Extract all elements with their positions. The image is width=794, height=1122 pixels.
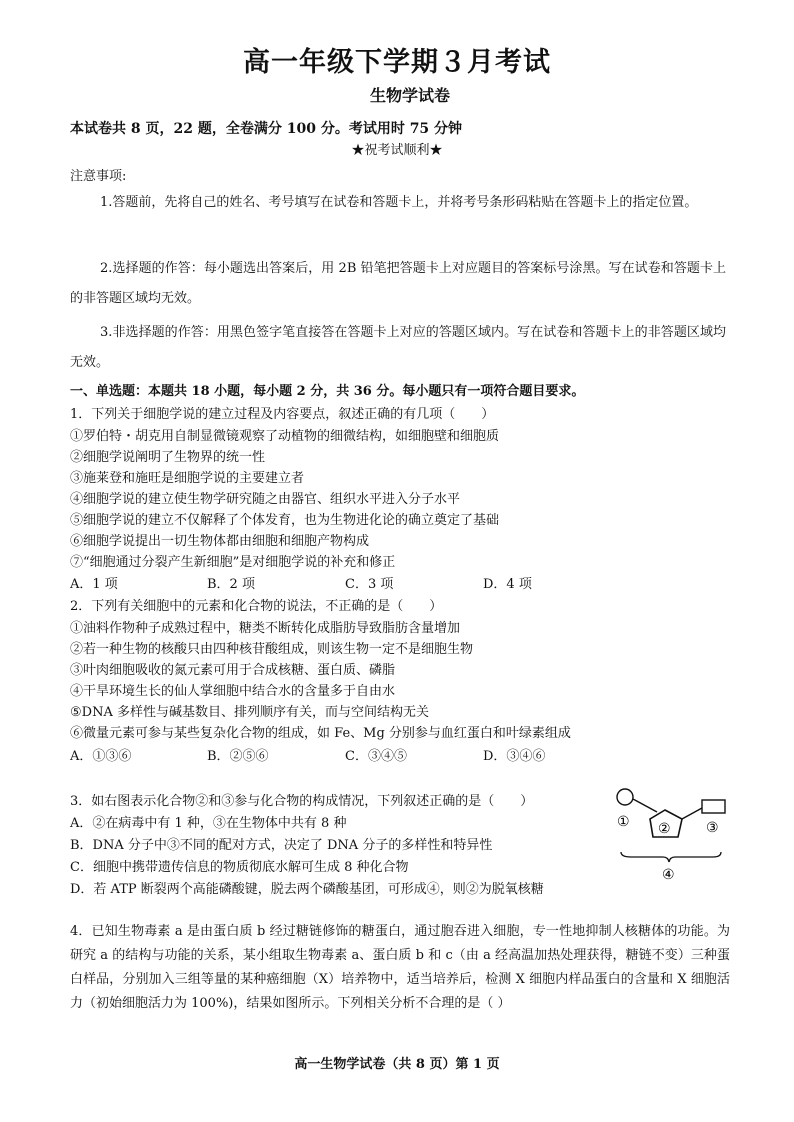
q1-statement: ④细胞学说的建立使生物学研究随之由器官、组织水平进入分子水平 [70, 492, 461, 507]
q2-option-d: D．③④⑥ [483, 749, 546, 764]
exam-info: 本试卷共 8 页，22 题，全卷满分 100 分。考试用时 75 分钟 [70, 121, 463, 137]
question-4-text: 4．已知生物毒素 a 是由蛋白质 b 经过糖链修饰的糖蛋白，通过胞吞进入细胞，专一性地抑制人核糖体的功能。为研究 a 的结构与功能的关系，某小组取生物毒素 a、蛋白质 b 和 c（由 a 经高温加热处理获得，糖链不变）三种蛋白样品，分别加入三组等量的某种癌细胞（X）培养物中，适当培养后，检测 X 细胞内样品蛋白的含量和 X 细胞活力（初始细胞活力为 100%)，结果如图所示。下列相关分析不合理的是（ ） [70, 924, 730, 1011]
q2-statement: ⑤DNA 多样性与碱基数目、排列顺序有关，而与空间结构无关 [70, 705, 429, 720]
question-1-stem: 1．下列关于细胞学说的建立过程及内容要点，叙述正确的有几项（ ） [70, 407, 495, 422]
q2-statement: ④干旱环境生长的仙人掌细胞中结合水的含量多于自由水 [70, 684, 396, 699]
q1-option-b: B．2 项 [207, 577, 255, 592]
q2-option-c: C．③④⑤ [345, 749, 407, 764]
q1-statement: ③施莱登和施旺是细胞学说的主要建立者 [70, 471, 305, 486]
label-base: ③ [706, 820, 719, 836]
label-phosphate: ① [617, 814, 630, 830]
page-footer: 高一生物学试卷（共 8 页）第 1 页 [294, 1057, 500, 1072]
q1-option-d: D．4 项 [483, 577, 532, 592]
blessing-line: ★祝考试顺利★ [351, 143, 443, 158]
page-title: 高一年级下学期３月考试 [243, 47, 551, 78]
phosphate-circle [617, 789, 633, 805]
q1-option-c: C．3 项 [345, 577, 394, 592]
q1-statement: ⑦“细胞通过分裂产生新细胞”是对细胞学说的补充和修正 [70, 555, 396, 570]
q1-statement: ①罗伯特・胡克用自制显微镜观察了动植物的细微结构，如细胞壁和细胞质 [70, 429, 500, 444]
label-pentose: ② [658, 821, 671, 837]
q1-statement: ⑤细胞学说的建立不仅解释了个体发育，也为生物进化论的确立奠定了基础 [70, 513, 500, 528]
base-bond [682, 808, 702, 819]
q2-statement: ⑥微量元素可参与某些复杂化合物的组成，如 Fe、Mg 分别参与血红蛋白和叶绿素组成 [70, 726, 571, 741]
section-heading: 一、单选题：本题共 18 小题，每小题 2 分，共 36 分。每小题只有一项符合题目要求。 [70, 384, 585, 399]
phosphate-bond [633, 799, 657, 812]
q2-statement: ②若一种生物的核酸只由四种核苷酸组成，则该生物一定不是细胞生物 [70, 642, 474, 657]
note-item: 3.非选择题的作答：用黑色签字笔直接答在答题卡上对应的答题区域内。写在试卷和答题卡上的非答题区域均无效。 [70, 325, 726, 370]
paper-subtitle: 生物学试卷 [370, 86, 451, 105]
label-nucleotide: ④ [662, 867, 675, 883]
q3-option-b: B．DNA 分子中③不同的配对方式，决定了 DNA 分子的多样性和特异性 [70, 838, 493, 853]
q3-option-a: A．②在病毒中有 1 种，③在生物体中共有 8 种 [70, 816, 347, 831]
nucleotide-bracket [621, 852, 721, 862]
q2-option-b: B．②⑤⑥ [207, 749, 269, 764]
base-rectangle [702, 800, 725, 813]
q2-option-a: A．①③⑥ [70, 749, 132, 764]
q3-option-c: C．细胞中携带遗传信息的物质彻底水解可生成 8 种化合物 [70, 860, 409, 875]
q3-option-d: D．若 ATP 断裂两个高能磷酸键，脱去两个磷酸基团，可形成④，则②为脱氧核糖 [70, 882, 544, 897]
q1-statement: ⑥细胞学说提出一切生物体都由细胞和细胞产物构成 [70, 534, 370, 549]
q2-statement: ①油料作物种子成熟过程中，糖类不断转化成脂肪导致脂肪含量增加 [70, 621, 461, 636]
question-2-stem: 2．下列有关细胞中的元素和化合物的说法，不正确的是（ ） [70, 599, 443, 614]
nucleotide-diagram [605, 784, 730, 884]
q1-option-a: A．1 项 [70, 577, 118, 592]
q2-statement: ③叶肉细胞吸收的氮元素可用于合成核糖、蛋白质、磷脂 [70, 663, 396, 678]
note-item: 1.答题前，先将自己的姓名、考号填写在试卷和答题卡上，并将考号条形码粘贴在答题卡上的指定位置。 [100, 195, 698, 210]
q1-statement: ②细胞学说阐明了生物界的统一性 [70, 450, 266, 465]
question-3-stem: 3．如右图表示化合物②和③参与化合物的构成情况，下列叙述正确的是（ ） [70, 794, 534, 809]
note-item: 2.选择题的作答：每小题选出答案后，用 2B 铅笔把答题卡上对应题目的答案标号涂黑。写在试卷和答题卡上的非答题区域均无效。 [70, 261, 726, 306]
notes-heading: 注意事项: [70, 169, 127, 184]
